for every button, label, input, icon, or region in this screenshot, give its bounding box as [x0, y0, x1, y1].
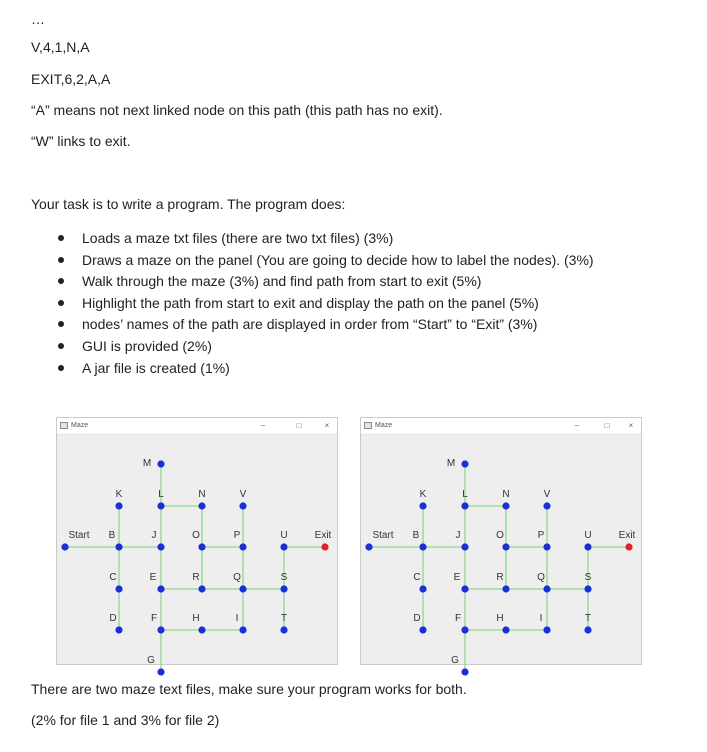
maze-window-1 [56, 417, 338, 665]
maze-label-r: R [192, 572, 200, 583]
task-item [58, 336, 594, 358]
maze-node-j [461, 543, 468, 550]
maze-node-b [115, 543, 122, 550]
maze-label-g: G [147, 655, 155, 666]
bullet-icon [58, 278, 64, 284]
maze-node-o [198, 543, 205, 550]
maze-node-h [502, 626, 509, 633]
maze-node-n [198, 502, 205, 509]
maze-node-v [239, 502, 246, 509]
task-text: Highlight the path from start to exit and display the path on the panel (5%) [82, 294, 539, 311]
maze-label-t: T [280, 613, 288, 624]
maze-node-i [543, 626, 550, 633]
maze-node-l [461, 502, 468, 509]
maze-label-exit: Exit [618, 530, 636, 541]
maze-label-o: O [192, 530, 200, 541]
maze-node-f [461, 626, 468, 633]
maze-node-start [365, 543, 372, 550]
maze-node-g [461, 668, 468, 675]
maze-label-c: C [413, 572, 421, 583]
maze-line-1: V,4,1,N,A [31, 39, 90, 55]
task-item [58, 358, 594, 380]
maze-panel [361, 434, 641, 664]
maze-node-start [61, 543, 68, 550]
maze-label-h: H [496, 613, 504, 624]
maze-node-q [543, 585, 550, 592]
maze-node-r [198, 585, 205, 592]
window-title: Maze [71, 422, 89, 429]
maze-label-m: M [142, 458, 152, 469]
maze-label-o: O [496, 530, 504, 541]
maze-label-b: B [108, 530, 116, 541]
maze-node-h [198, 626, 205, 633]
maze-node-s [584, 585, 591, 592]
maze-label-p: P [537, 530, 545, 541]
task-text: Draws a maze on the panel (You are going to decide how to label the nodes). (3%) [82, 251, 594, 268]
maze-label-q: Q [233, 572, 241, 583]
maze-label-g: G [451, 655, 459, 666]
maze-label-n: N [198, 489, 206, 500]
bullet-icon [58, 235, 64, 241]
maze-label-h: H [192, 613, 200, 624]
maze-node-t [280, 626, 287, 633]
maze-label-start: Start [68, 530, 90, 541]
maze-node-d [115, 626, 122, 633]
window-title: Maze [375, 422, 393, 429]
task-text: Walk through the maze (3%) and find path from start to exit (5%) [82, 273, 482, 290]
maze-line-2: EXIT,6,2,A,A [31, 71, 111, 87]
maze-label-s: S [280, 572, 288, 583]
task-list [58, 228, 594, 379]
maze-label-d: D [109, 613, 117, 624]
maze-node-d [419, 626, 426, 633]
bullet-icon [58, 343, 64, 349]
bullet-icon [58, 257, 64, 263]
maze-node-j [157, 543, 164, 550]
maze-node-s [280, 585, 287, 592]
maze-node-exit [321, 543, 328, 550]
footer-note-1: There are two maze text files, make sure your program works for both. [31, 681, 467, 697]
maze-node-c [115, 585, 122, 592]
maze-label-b: B [412, 530, 420, 541]
java-app-icon [364, 422, 372, 429]
maze-label-c: C [109, 572, 117, 583]
task-item [58, 250, 594, 272]
maze-label-s: S [584, 572, 592, 583]
window-titlebar[interactable] [57, 418, 337, 435]
window-titlebar[interactable] [361, 418, 641, 435]
task-item [58, 314, 594, 336]
maze-window-2 [360, 417, 642, 665]
maze-label-j: J [151, 530, 157, 541]
maze-node-k [115, 502, 122, 509]
maze-label-j: J [455, 530, 461, 541]
task-text: A jar file is created (1%) [82, 359, 230, 376]
maze-node-p [239, 543, 246, 550]
maze-label-u: U [280, 530, 288, 541]
note-a: “A” means not next linked node on this path (this path has no exit). [31, 102, 443, 118]
maze-node-r [502, 585, 509, 592]
bullet-icon [58, 365, 64, 371]
maze-node-m [157, 460, 164, 467]
maze-label-v: V [543, 489, 551, 500]
maze-label-m: M [446, 458, 456, 469]
maze-node-e [461, 585, 468, 592]
maze-node-u [584, 543, 591, 550]
maze-label-e: E [453, 572, 461, 583]
maze-node-g [157, 668, 164, 675]
maze-label-q: Q [537, 572, 545, 583]
maze-node-v [543, 502, 550, 509]
maze-node-f [157, 626, 164, 633]
task-text: Loads a maze txt files (there are two txt files) (3%) [82, 230, 394, 246]
maze-label-i: I [539, 613, 543, 624]
maze-label-start: Start [372, 530, 394, 541]
maze-node-b [419, 543, 426, 550]
maze-node-m [461, 460, 468, 467]
maze-node-p [543, 543, 550, 550]
note-w: “W” links to exit. [31, 133, 131, 149]
close-button[interactable]: × [628, 421, 634, 430]
maze-node-u [280, 543, 287, 550]
maze-label-l: L [158, 489, 164, 500]
task-intro: Your task is to write a program. The program does: [31, 196, 346, 212]
maze-node-t [584, 626, 591, 633]
maze-node-k [419, 502, 426, 509]
maze-label-u: U [584, 530, 592, 541]
maximize-button[interactable]: □ [296, 421, 302, 430]
maze-label-k: K [419, 489, 427, 500]
maze-node-exit [625, 543, 632, 550]
maze-node-q [239, 585, 246, 592]
maze-panel [57, 434, 337, 664]
maze-node-n [502, 502, 509, 509]
maze-node-e [157, 585, 164, 592]
task-text: nodes’ names of the path are displayed in order from “Start” to “Exit” (3%) [82, 316, 538, 333]
task-item [58, 228, 594, 250]
maze-label-e: E [149, 572, 157, 583]
maze-node-o [502, 543, 509, 550]
maze-label-i: I [235, 613, 239, 624]
maze-label-v: V [239, 489, 247, 500]
minimize-button[interactable]: – [574, 421, 580, 430]
maze-label-n: N [502, 489, 510, 500]
minimize-button[interactable]: – [260, 421, 266, 430]
maze-label-exit: Exit [314, 530, 332, 541]
maze-label-l: L [462, 489, 468, 500]
maze-label-d: D [413, 613, 421, 624]
task-text: GUI is provided (2%) [82, 337, 212, 354]
task-item [58, 271, 594, 293]
maze-label-f: F [454, 613, 462, 624]
ellipsis-line: … [31, 11, 45, 27]
maze-label-p: P [233, 530, 241, 541]
task-item [58, 293, 594, 315]
maze-label-t: T [584, 613, 592, 624]
maximize-button[interactable]: □ [604, 421, 610, 430]
java-app-icon [60, 422, 68, 429]
maze-label-r: R [496, 572, 504, 583]
maze-label-f: F [150, 613, 158, 624]
maze-node-c [419, 585, 426, 592]
close-button[interactable]: × [324, 421, 330, 430]
maze-node-i [239, 626, 246, 633]
maze-node-l [157, 502, 164, 509]
maze-label-k: K [115, 489, 123, 500]
footer-note-2: (2% for file 1 and 3% for file 2) [31, 712, 220, 728]
bullet-icon [58, 300, 64, 306]
bullet-icon [58, 321, 64, 327]
